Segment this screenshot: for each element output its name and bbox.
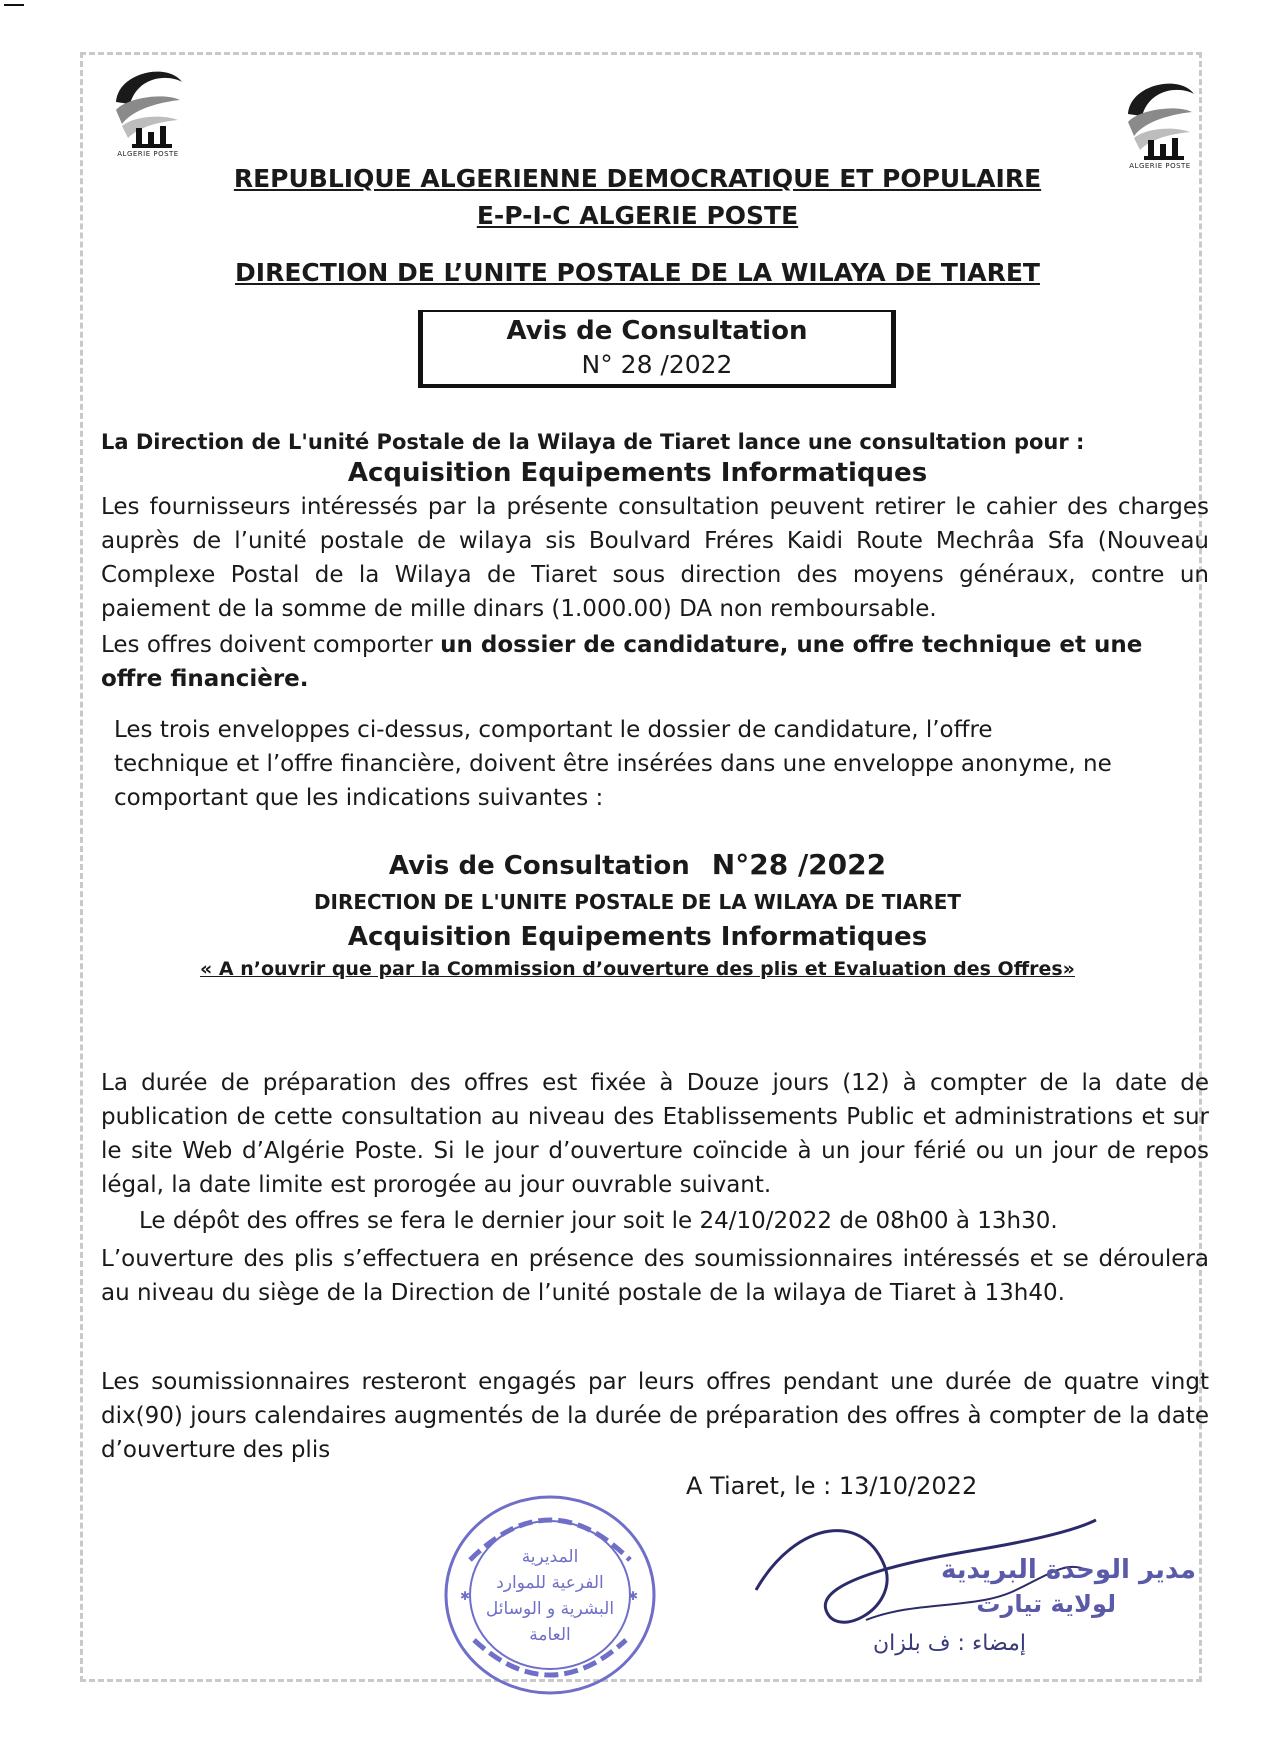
- stamp-line: المديرية: [521, 1547, 579, 1567]
- logo-caption: ALGERIE POSTE: [117, 150, 179, 158]
- envelope-subject: Acquisition Equipements Informatiques: [347, 922, 928, 952]
- algerie-poste-logo-icon: [1120, 74, 1200, 166]
- header-republic: REPUBLIQUE ALGERIENNE DEMOCRATIQUE ET POPULAIRE: [233, 164, 1042, 193]
- paragraph-envelopes: Les trois enveloppes ci-dessus, comportant le dossier de candidature, l’offre technique et l’offre financière, doivent être insérées dans une enveloppe anonyme, ne comportant que les indications suivantes :: [114, 717, 1112, 811]
- signature-date: A Tiaret, le : 13/10/2022: [686, 1472, 978, 1500]
- notice-number: N° 28 /2022: [581, 350, 733, 379]
- official-stamp: [440, 1490, 660, 1700]
- offers-content-bold: un dossier de candidature, une offre technique et une offre financière.: [101, 632, 1143, 692]
- header-company: E-P-I-C ALGERIE POSTE: [476, 201, 799, 230]
- notice-title: Avis de Consultation: [506, 316, 808, 346]
- envelope-title: Avis de Consultation: [388, 851, 690, 881]
- stamp-line: البشرية و الوسائل: [485, 1599, 615, 1619]
- consultation-subject: Acquisition Equipements Informatiques: [347, 458, 928, 488]
- paragraph-commitment: Les soumissionnaires resteront engagés par leurs offres pendant une durée de quatre vingt dix(90) jours calendaires augmentés de la durée de préparation des offres à compter de la date d’ouverture des plis: [101, 1369, 1209, 1463]
- paragraph-opening: L’ouverture des plis s’effectuera en présence des soumissionnaires intéressés et se déroulera au niveau du siège de la Direction de l’unité postale de la wilaya de Tiaret à 13h40.: [101, 1246, 1209, 1306]
- svg-text:✱: ✱: [460, 1589, 471, 1603]
- envelope-warning: « A n’ouvrir que par la Commission d’ouverture des plis et Evaluation des Offres»: [200, 958, 1075, 980]
- signature-line: لولاية تيارت: [976, 1590, 1116, 1618]
- paragraph-preparation-duration: La durée de préparation des offres est fixée à Douze jours (12) à compter de la date de publication de cette consultation au niveau des Etablissements Public et administrations et sur le site Web d’Algérie Poste. Si le jour d’ouverture coïncide à un jour férié ou un jour de repos légal, la date limite est prorogée au jour ouvrable suivant.: [101, 1070, 1209, 1198]
- offers-content-text: Les offres doivent comporter: [101, 632, 441, 658]
- stamp-line: العامة: [529, 1625, 571, 1645]
- paragraph-deposit: [101, 1204, 1209, 1238]
- envelope-number: N°28 /2022: [711, 848, 887, 881]
- algerie-poste-logo-icon: [108, 62, 188, 154]
- envelope-direction: DIRECTION DE L'UNITE POSTALE DE LA WILAYA DE TIARET: [313, 890, 962, 914]
- handwritten-signature: [716, 1500, 1216, 1670]
- logo-caption: ALGERIE POSTE: [1129, 162, 1191, 170]
- intro-text: La Direction de L'unité Postale de la Wilaya de Tiaret lance une consultation pour :: [101, 430, 1085, 454]
- handwritten-signature-icon: [716, 1500, 1216, 1670]
- scan-corner-mark: [4, 4, 24, 6]
- signature-line: مدير الوحدة البريدية: [940, 1555, 1196, 1585]
- paragraph-withdrawal: Les fournisseurs intéressés par la présente consultation peuvent retirer le cahier des charges auprès de l’unité postale de wilaya sis Boulvard Fréres Kaidi Route Mechrâa Sfa (Nouveau Complexe Postal de la Wilaya de Tiaret sous direction des moyens généraux, contre un paiement de la somme de mille dinars (1.000.00) DA non remboursable.: [101, 494, 1209, 622]
- deposit-text: Le dépôt des offres se fera le dernier jour soit le 24/10/2022 de 08h00 à 13h30.: [139, 1208, 1058, 1234]
- signature-line: إمضاء : ف بلزان: [872, 1631, 1026, 1656]
- header-direction: DIRECTION DE L’UNITE POSTALE DE LA WILAYA DE TIARET: [235, 258, 1040, 287]
- official-stamp-icon: [440, 1490, 660, 1700]
- paragraph-offers-content: [101, 628, 1209, 696]
- notice-title-box: [418, 310, 896, 388]
- envelope-title-line: [0, 848, 1275, 881]
- stamp-line: الفرعية للموارد: [496, 1573, 604, 1593]
- svg-text:✱: ✱: [628, 1589, 639, 1603]
- algerie-poste-logo-left: [108, 62, 188, 172]
